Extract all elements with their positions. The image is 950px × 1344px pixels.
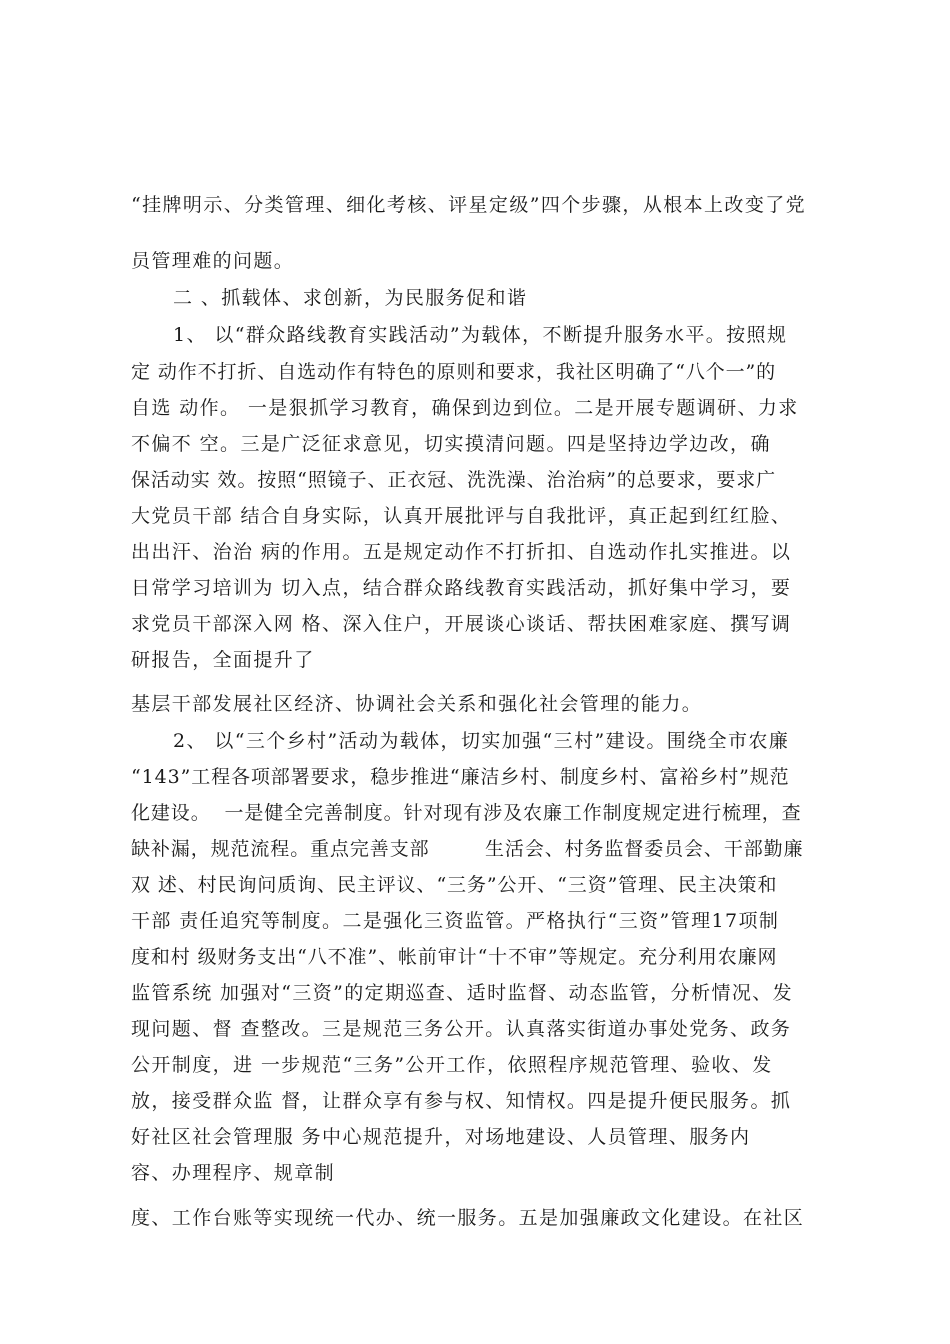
text-line: 自选 动作。 一是狠抓学习教育，确保到边到位。二是开展专题调研、力求 <box>131 397 799 419</box>
text-line: 1、 以“群众路线教育实践活动”为载体，不断提升服务水平。按照规 <box>173 324 788 346</box>
text-line: 定 动作不打折、自选动作有特色的原则和要求，我社区明确了“八个一”的 <box>131 361 777 383</box>
text-line: 日常学习培训为 切入点，结合群众路线教育实践活动，抓好集中学习，要 <box>131 577 792 599</box>
text-line: 干部 责任追究等制度。二是强化三资监管。严格执行“三资”管理17项制 <box>131 910 780 932</box>
text-line: 度和村 级财务支出“八不准”、帐前审计“十不审”等规定。充分利用农廉网 <box>131 946 778 968</box>
text-line: 员管理难的问题。 <box>131 250 295 272</box>
text-line: “挂牌明示、分类管理、细化考核、评星定级”四个步骤，从根本上改变了党 <box>131 194 807 216</box>
text-line: 监管系统 加强对“三资”的定期巡查、适时监督、动态监管，分析情况、发 <box>131 982 794 1004</box>
text-line: 现问题、督 查整改。三是规范三务公开。认真落实街道办事处党务、政务 <box>131 1018 792 1040</box>
text-line: 出出汗、治治 病的作用。五是规定动作不打折扣、自选动作扎实推进。以 <box>131 541 792 563</box>
text-line: 公开制度，进 一步规范“三务”公开工作，依照程序规范管理、验收、发 <box>131 1054 773 1076</box>
section-heading: 二 、抓载体、求创新，为民服务促和谐 <box>173 287 528 309</box>
text-line: 不偏不 空。三是广泛征求意见，切实摸清问题。四是坚持边学边改，确 <box>131 433 771 455</box>
text-line: 缺补漏，规范流程。重点完善支部 生活会、村务监督委员会、干部勤廉 <box>131 838 804 860</box>
text-line: “143”工程各项部署要求，稳步推进“廉洁乡村、制度乡村、富裕乡村”规范 <box>131 766 790 788</box>
text-line: 容、办理程序、规章制 <box>131 1162 336 1184</box>
text-line: 化建设。 一是健全完善制度。针对现有涉及农廉工作制度规定进行梳理，查 <box>131 802 802 824</box>
text-line: 放，接受群众监 督，让群众享有参与权、知情权。四是提升便民服务。抓 <box>131 1090 792 1112</box>
text-line: 基层干部发展社区经济、协调社会关系和强化社会管理的能力。 <box>131 693 703 715</box>
text-line: 求党员干部深入网 格、深入住户，开展谈心谈话、帮扶困难家庭、撰写调 <box>131 613 792 635</box>
text-line: 度、工作台账等实现统一代办、统一服务。五是加强廉政文化建设。在社区 <box>131 1207 805 1229</box>
text-line: 双 述、村民询问质询、民主评议、“三务”公开、“三资”管理、民主决策和 <box>131 874 778 896</box>
text-line: 大党员干部 结合自身实际，认真开展批评与自我批评，真正起到红红脸、 <box>131 505 792 527</box>
text-line: 好社区社会管理服 务中心规范提升，对场地建设、人员管理、服务内 <box>131 1126 751 1148</box>
text-line: 保活动实 效。按照“照镜子、正衣冠、洗洗澡、治治病”的总要求，要求广 <box>131 469 777 491</box>
text-line: 2、 以“三个乡村”活动为载体，切实加强“三村”建设。围绕全市农廉 <box>173 730 790 752</box>
text-line: 研报告，全面提升了 <box>131 649 315 671</box>
